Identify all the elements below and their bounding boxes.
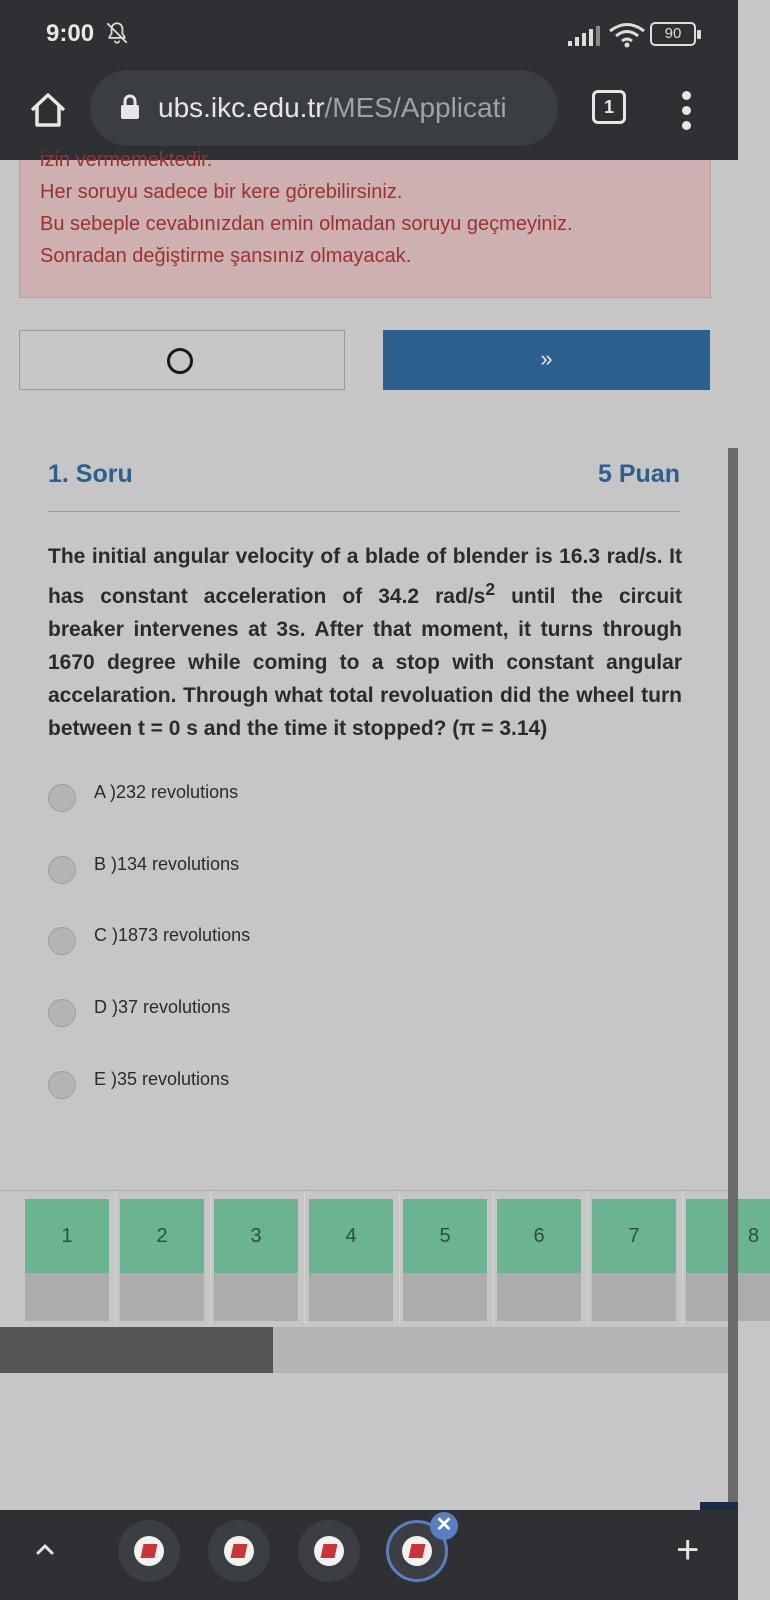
site-favicon: [314, 1536, 344, 1566]
tab-switcher-button[interactable]: 1: [592, 90, 626, 124]
warning-line-cut: izin vermemektedir.: [40, 149, 213, 171]
url-text[interactable]: [158, 92, 507, 124]
tab-thumbnail[interactable]: [118, 1520, 180, 1582]
horizontal-scrollbar[interactable]: [0, 1327, 738, 1373]
option-label: E )35 revolutions: [94, 1069, 230, 1089]
warning-line-3: Sonradan değiştirme şansınız olmayacak.: [40, 245, 412, 267]
divider: [48, 511, 680, 512]
close-icon[interactable]: ✕: [430, 1512, 458, 1540]
site-favicon: [402, 1536, 432, 1566]
question-text: The initial angular velocity of a blade of blender is 16.3 rad/s. It has constant acceleration of 34.2 rad/$s^2$ until the circuit breaker intervenes at 3s. After that moment, it turns through 1670 degree while coming to a stop with constant angular accelaration. Through what total revoluation did the wheel turn between t = 0 s and the time it stopped? (π = 3.14): [48, 545, 682, 740]
radio-button[interactable]: [48, 927, 76, 955]
battery-icon: 90: [650, 22, 696, 46]
question-nav-item[interactable]: 8: [686, 1199, 770, 1321]
warning-line-1: Her soruyu sadece bir kere görebilirsiniz.: [40, 181, 403, 203]
radio-button[interactable]: [48, 999, 76, 1027]
option-label: B )134 revolutions: [94, 854, 240, 874]
status-time: 9:00: [46, 20, 95, 47]
question-nav-item[interactable]: 7: [592, 1199, 676, 1321]
question-nav-item[interactable]: 2: [120, 1199, 204, 1321]
next-question-button[interactable]: »: [383, 330, 710, 390]
bell-off-icon: [104, 20, 130, 46]
status-bar: [0, 0, 738, 68]
question-nav-item[interactable]: 4: [309, 1199, 393, 1321]
accent-strip: [700, 1502, 738, 1510]
option-label: C )1873 revolutions: [94, 925, 251, 945]
radio-button[interactable]: [48, 1071, 76, 1099]
address-bar[interactable]: [90, 70, 558, 146]
question-nav-item[interactable]: 3: [214, 1199, 298, 1321]
radio-button[interactable]: [48, 856, 76, 884]
home-icon[interactable]: [26, 88, 70, 132]
signal-icon: [568, 26, 600, 46]
question-navigator: [0, 1190, 760, 1372]
site-favicon: [134, 1536, 164, 1566]
wifi-icon: [608, 22, 646, 48]
option-label: D )37 revolutions: [94, 997, 231, 1017]
lock-icon: [120, 94, 140, 120]
question-nav-item[interactable]: 5: [403, 1199, 487, 1321]
bottom-tab-bar: [0, 1510, 738, 1600]
question-points: 5 Puan: [598, 460, 680, 488]
warning-box: [19, 149, 711, 298]
url-path: /MES/Applicati: [324, 92, 507, 123]
question-nav-item[interactable]: 6: [497, 1199, 581, 1321]
radio-button[interactable]: [48, 784, 76, 812]
warning-line-2: Bu sebeple cevabınızdan emin olmadan soruyu geçmeyiniz.: [40, 213, 573, 235]
question-nav-item[interactable]: 1: [25, 1199, 109, 1321]
url-domain: ubs.ikc.edu.tr: [158, 92, 325, 123]
menu-dots-icon[interactable]: [676, 88, 696, 132]
finish-button[interactable]: [19, 330, 345, 390]
site-favicon: [224, 1536, 254, 1566]
tab-thumbnail[interactable]: [208, 1520, 270, 1582]
question-number: 1. Soru: [48, 460, 133, 488]
option-label: A )232 revolutions: [94, 782, 239, 802]
chevron-up-icon[interactable]: [30, 1534, 60, 1564]
plus-icon[interactable]: +: [676, 1528, 700, 1572]
tab-thumbnail[interactable]: [298, 1520, 360, 1582]
page-scrollbar[interactable]: [728, 448, 738, 1510]
scrollbar-thumb[interactable]: [0, 1327, 273, 1373]
circle-icon: [167, 348, 193, 374]
